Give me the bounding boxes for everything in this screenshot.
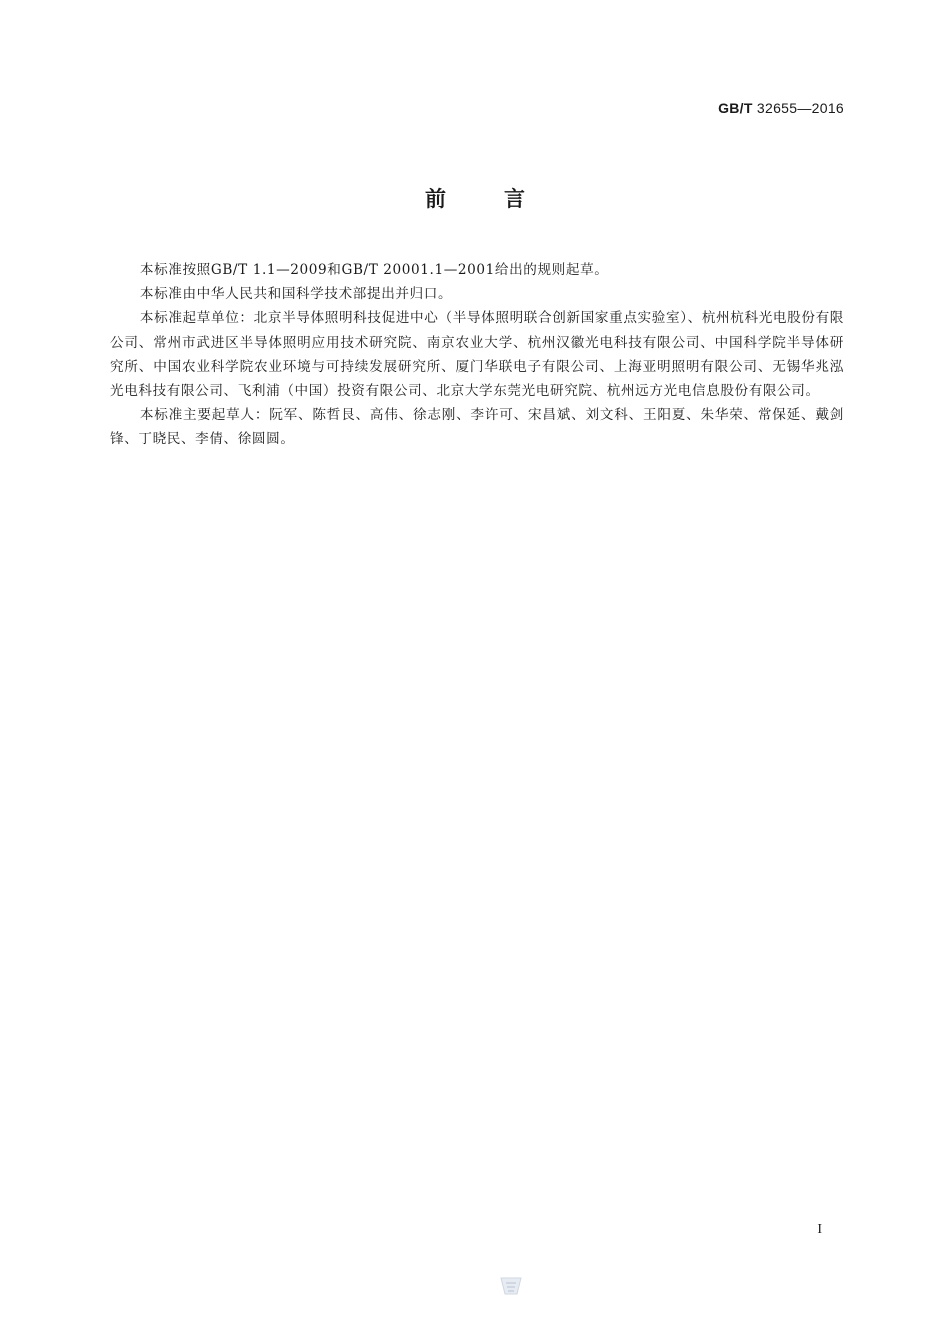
paragraph-drafting-units: 本标准起草单位：北京半导体照明科技促进中心（半导体照明联合创新国家重点实验室）、杭州杭科光电股份有限公司、常州市武进区半导体照明应用技术研究院、南京农业大学、杭州汉徽光电科技有限公司、中国科学院半导体研究所、中国农业科学院农业环境与可持续发展研究所、厦门华联电子有限公司、上海亚明照明有限公司、无锡华兆泓光电科技有限公司、飞利浦（中国）投资有限公司、北京大学东莞光电研究院、杭州远方光电信息股份有限公司。 (110, 310, 844, 400)
page-title: 前言 (425, 187, 583, 211)
paragraph-drafters: 本标准主要起草人：阮军、陈哲艮、高伟、徐志刚、李许可、宋昌斌、刘文科、王阳夏、朱华荣、常保延、戴剑锋、丁晓民、李倩、徐圆圆。 (110, 407, 844, 448)
document-code (718, 100, 844, 116)
paragraph-proposer: 本标准由中华人民共和国科学技术部提出并归口。 (139, 286, 453, 303)
page-number: I (817, 1222, 822, 1237)
sac-logo-icon (498, 1275, 524, 1297)
preface-body (110, 258, 844, 452)
paragraph-drafting-rules: 本标准按照GB/T 1.1—2009和GB/T 20001.1—2001给出的规则起草。 (139, 262, 609, 278)
document-code-number: 32655—2016 (756, 100, 844, 116)
document-code-prefix: GB/T (718, 100, 753, 116)
